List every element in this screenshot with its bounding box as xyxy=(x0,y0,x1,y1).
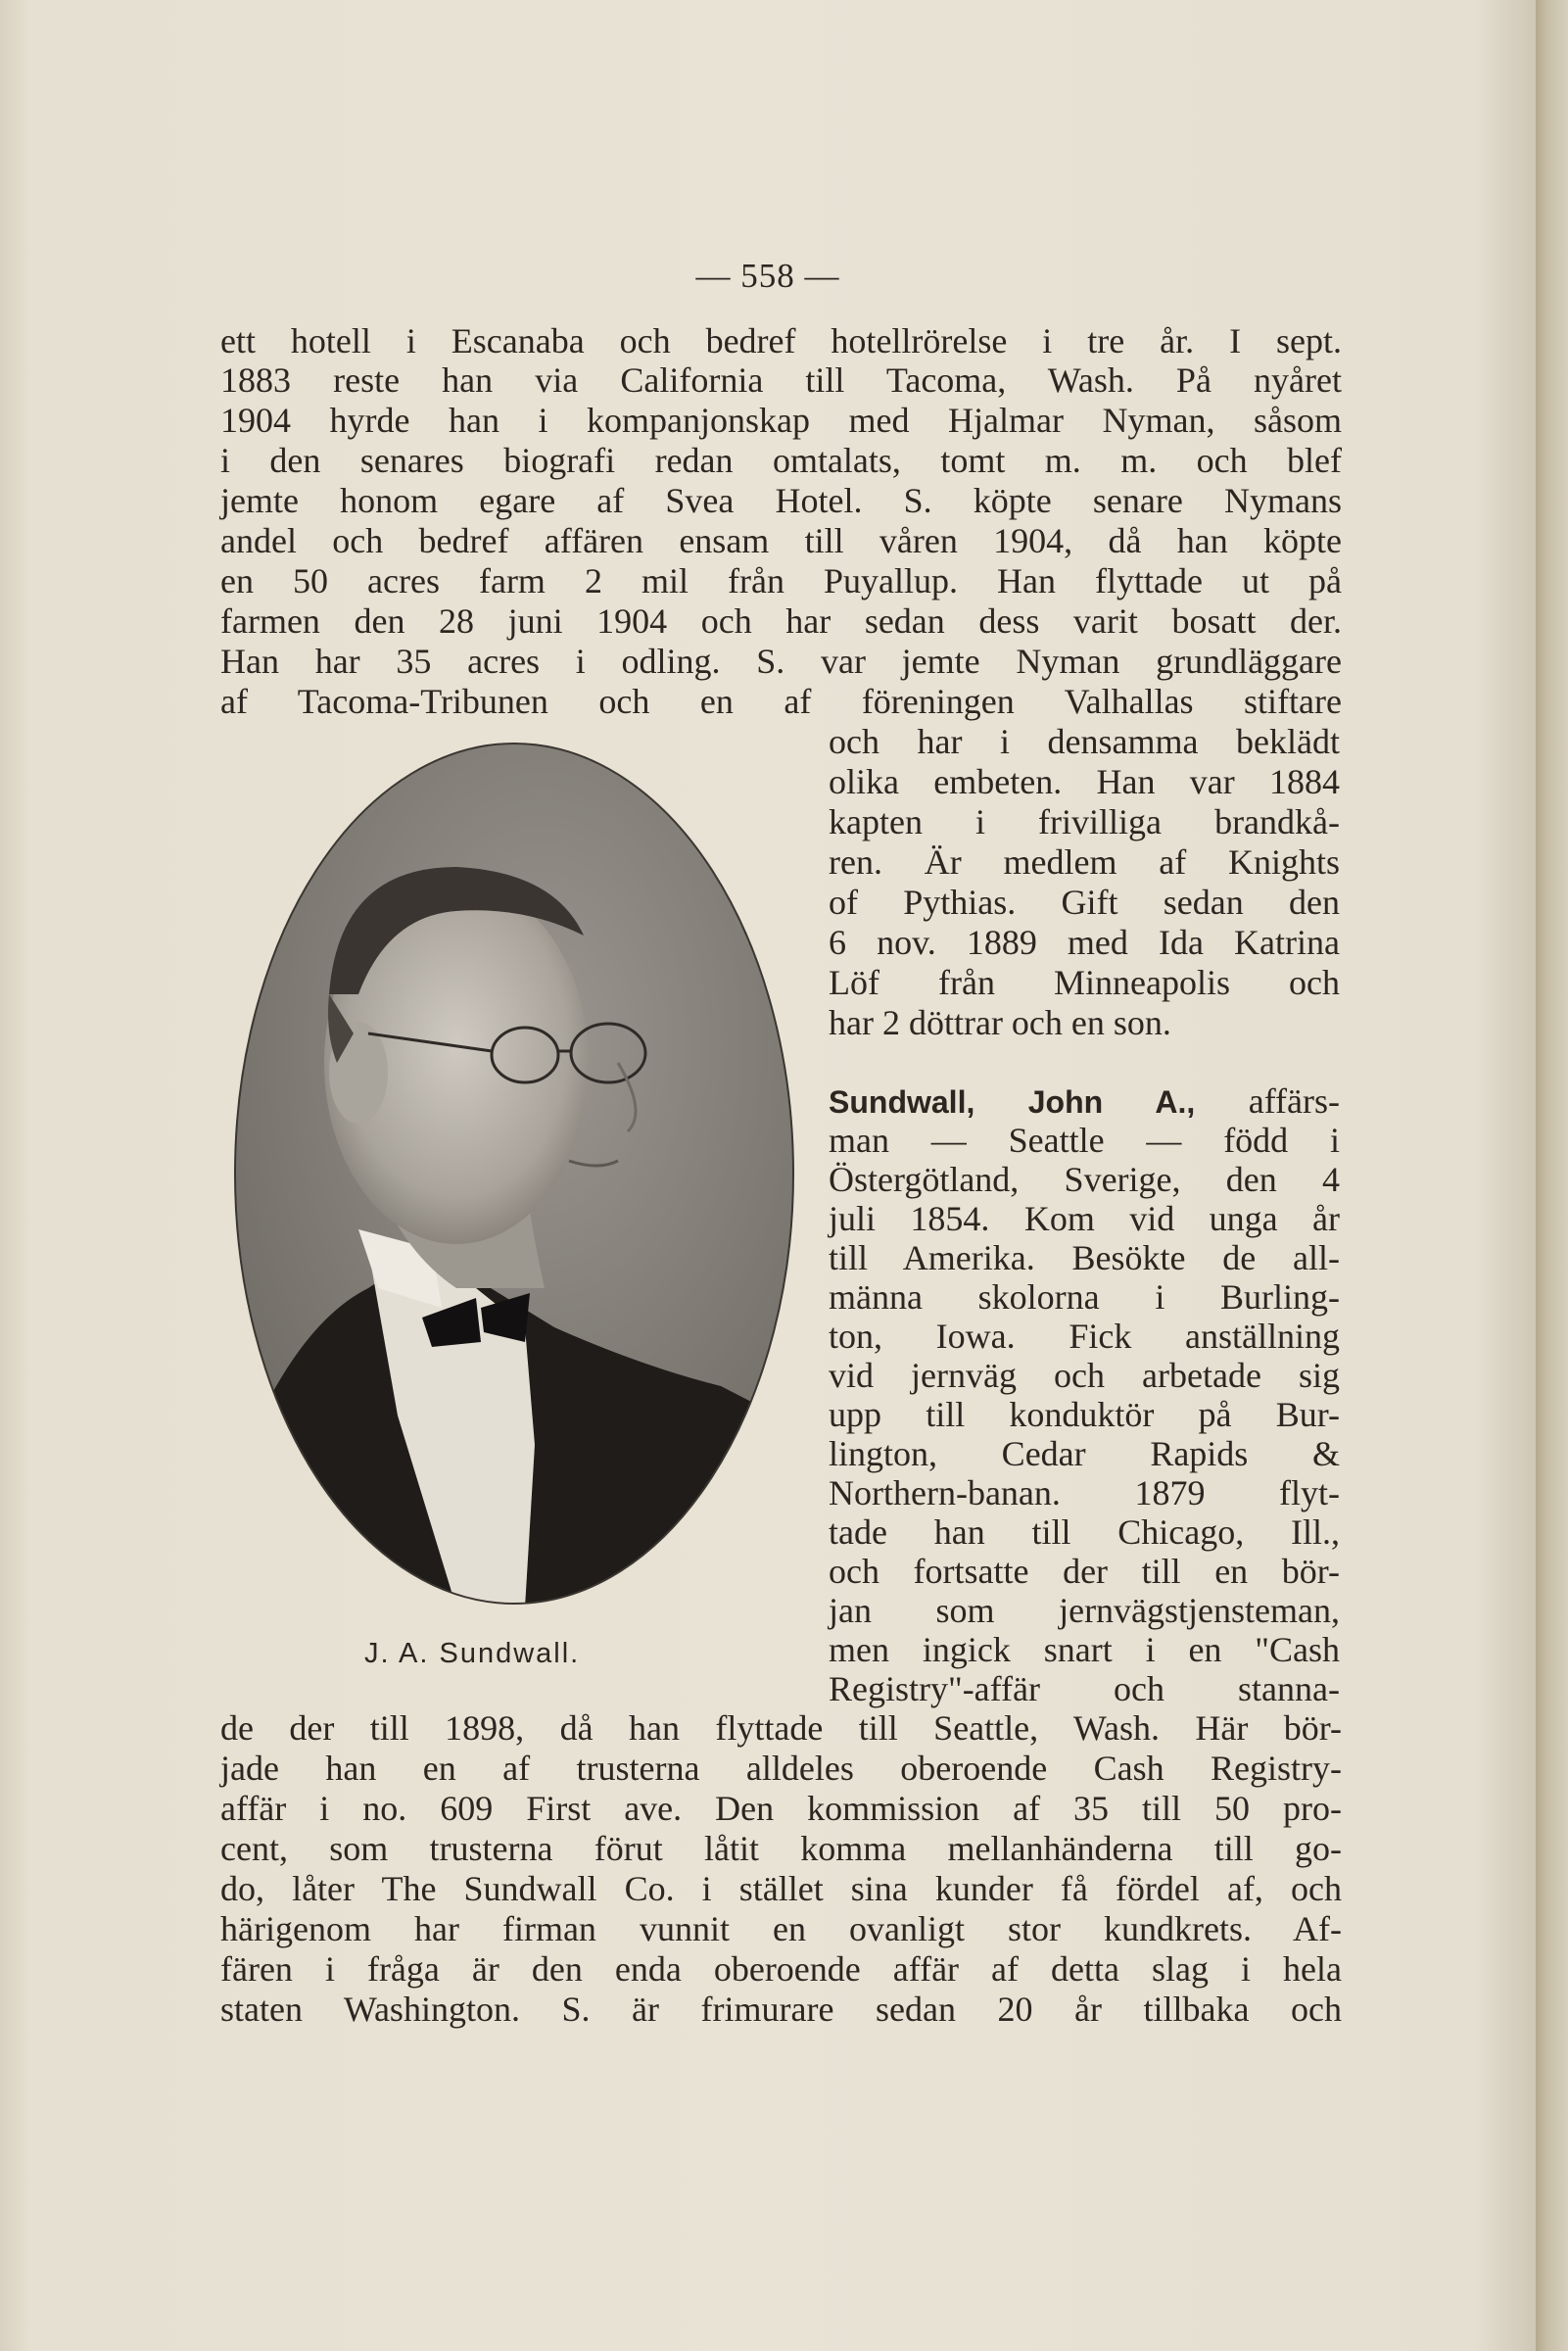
body-line: andel och bedref affären ensam till våren 1904, då han köpte xyxy=(220,521,1342,560)
page-number: — 558 — xyxy=(695,257,840,295)
body-line: jade han en af trusterna alldeles oberoende Cash Registry- xyxy=(220,1749,1342,1788)
column-line: 6 nov. 1889 med Ida Katrina xyxy=(829,923,1340,962)
column-line: lington, Cedar Rapids & xyxy=(829,1434,1340,1473)
book-gutter xyxy=(1536,0,1568,2351)
column-line: Östergötland, Sverige, den 4 xyxy=(829,1160,1340,1199)
column-line: ton, Iowa. Fick anställning xyxy=(829,1317,1340,1356)
column-line: kapten i frivilliga brandkå- xyxy=(829,802,1340,841)
column-line: till Amerika. Besökte de all- xyxy=(829,1238,1340,1277)
portrait-photo xyxy=(231,740,797,1607)
body-line: af Tacoma-Tribunen och en af föreningen Valhallas stiftare xyxy=(220,682,1342,721)
column-line: of Pythias. Gift sedan den xyxy=(829,883,1340,922)
body-line: fären i fråga är den enda oberoende affär af detta slag i hela xyxy=(220,1949,1342,1989)
column-line: men ingick snart i en "Cash xyxy=(829,1630,1340,1669)
body-line: härigenom har firman vunnit en ovanligt stor kundkrets. Af- xyxy=(220,1909,1342,1948)
body-line: staten Washington. S. är frimurare sedan 20 år tillbaka och xyxy=(220,1990,1342,2029)
column-line: och har i densamma beklädt xyxy=(829,722,1340,761)
column-line: Registry"-affär och stanna- xyxy=(829,1669,1340,1708)
column-line: man — Seattle — född i xyxy=(829,1121,1340,1160)
column-line: Northern-banan. 1879 flyt- xyxy=(829,1473,1340,1512)
column-line: vid jernväg och arbetade sig xyxy=(829,1356,1340,1395)
column-line: jan som jernvägstjensteman, xyxy=(829,1591,1340,1630)
body-line: 1883 reste han via California till Tacoma, Wash. På nyåret xyxy=(220,360,1342,400)
body-line: en 50 acres farm 2 mil från Puyallup. Han flyttade ut på xyxy=(220,561,1342,600)
column-line: olika embeten. Han var 1884 xyxy=(829,762,1340,801)
body-line: affär i no. 609 First ave. Den kommission af 35 till 50 pro- xyxy=(220,1789,1342,1828)
body-line: 1904 hyrde han i kompanjonskap med Hjalmar Nyman, såsom xyxy=(220,401,1342,440)
entry-heading-line xyxy=(829,1081,1340,1122)
column-line: upp till konduktör på Bur- xyxy=(829,1395,1340,1434)
column-line: har 2 döttrar och en son. xyxy=(829,1003,1171,1042)
column-line: juli 1854. Kom vid unga år xyxy=(829,1199,1340,1238)
column-line: tade han till Chicago, Ill., xyxy=(829,1512,1340,1552)
body-line: cent, som trusterna förut låtit komma mellanhänderna till go- xyxy=(220,1829,1342,1868)
entry-heading: Sundwall, John A., xyxy=(829,1084,1196,1120)
body-line: do, låter The Sundwall Co. i stället sina kunder få fördel af, och xyxy=(220,1869,1342,1908)
body-line: Han har 35 acres i odling. S. var jemte Nyman grundläggare xyxy=(220,642,1342,681)
column-line: ren. Är medlem af Knights xyxy=(829,842,1340,882)
column-line: Löf från Minneapolis och xyxy=(829,963,1340,1002)
column-line: männa skolorna i Burling- xyxy=(829,1277,1340,1317)
column-line: och fortsatte der till en bör- xyxy=(829,1552,1340,1591)
body-line: de der till 1898, då han flyttade till Seattle, Wash. Här bör- xyxy=(220,1708,1342,1748)
body-line: jemte honom egare af Svea Hotel. S. köpte senare Nymans xyxy=(220,481,1342,520)
body-line: i den senares biografi redan omtalats, tomt m. m. och blef xyxy=(220,441,1342,480)
body-line: ett hotell i Escanaba och bedref hotellrörelse i tre år. I sept. xyxy=(220,321,1342,360)
portrait-caption: J. A. Sundwall. xyxy=(364,1638,581,1669)
entry-heading-rest: affärs- xyxy=(1195,1081,1340,1121)
body-line: farmen den 28 juni 1904 och har sedan dess varit bosatt der. xyxy=(220,601,1342,641)
